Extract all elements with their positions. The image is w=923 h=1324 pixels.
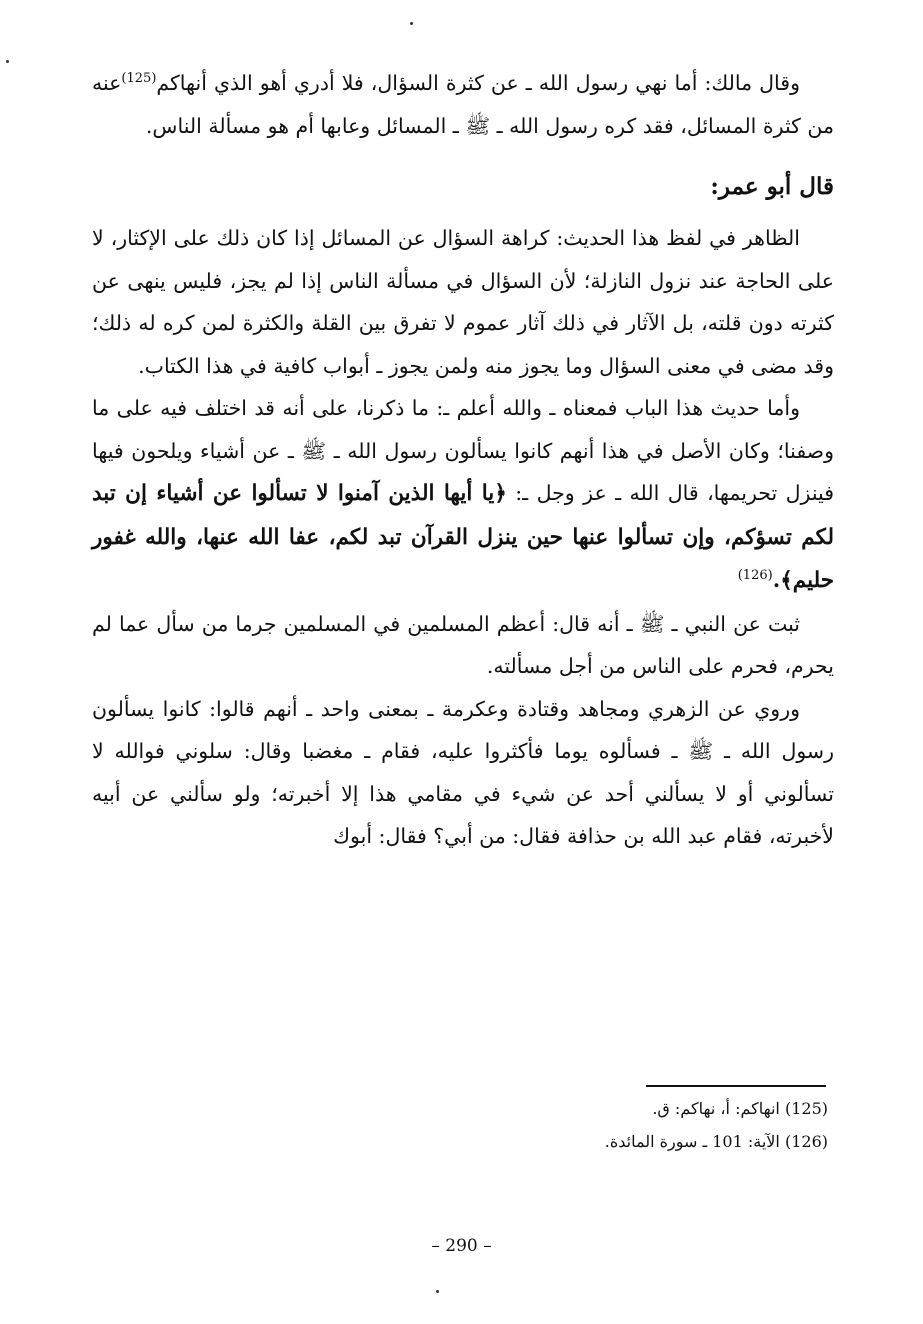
paragraph-zahir: الظاهر في لفظ هذا الحديث: كراهة السؤال عن المسائل إذا كان ذلك على الإكثار، لا على الحاجة عند نزول النازلة؛ لأن السؤال في مسألة الناس إذا لم يجز، فليس ينهى عن كثرته دون قلته، بل الآثار في ذلك آثار عموم لا تفرق بين القلة والكثرة لمن كره له ذلك؛ وقد مضى في معنى السؤال وما يجوز منه ولمن يجوز ـ أبواب كافية في هذا الكتاب. (92, 226, 834, 378)
paragraph-hadith-bab (92, 387, 834, 603)
paragraph-hadith-bab-text: وأما حديث هذا الباب فمعناه ـ والله أعلم ـ: ما ذكرنا، على أنه قد اختلف فيه على ما وصفنا؛ وكان الأصل في هذا أنهم كانوا يسألون رسول الله ـ ﷺ ـ عن أشياء ويلحون فيها فينزل تحريمها، قال الله ـ عز وجل ـ: (92, 396, 834, 505)
footnote-125: (125) انهاكم: أ، نهاكم: ق. (652, 1099, 828, 1118)
paragraph-thabata: ثبت عن النبي ـ ﷺ ـ أنه قال: أعظم المسلمين في المسلمين جرما من سأل عما لم يحرم، فحرم على الناس من أجل مسألته. (92, 611, 834, 678)
paragraph-malik-continued: عنه من كثرة المسائل، فقد كره رسول الله ـ ﷺ ـ المسائل وعابها أم هو مسألة الناس. (92, 71, 834, 138)
paragraph-malik (92, 62, 834, 147)
footnote-divider (646, 1085, 826, 1087)
scan-speck (436, 1290, 439, 1293)
page-number: – 290 – (431, 1236, 492, 1256)
scan-speck (410, 22, 413, 25)
footnote-126: (126) الآية: 101 ـ سورة المائدة. (604, 1132, 828, 1151)
section-heading: قال أبو عمر: (710, 173, 834, 200)
page-body (92, 62, 834, 858)
paragraph-malik-text: وقال مالك: أما نهي رسول الله ـ عن كثرة السؤال، فلا أدري أهو الذي أنهاكم (156, 71, 800, 95)
footnotes (92, 1092, 828, 1158)
paragraph-zuhri: وروي عن الزهري ومجاهد وقتادة وعكرمة ـ بمعنى واحد ـ أنهم قالوا: كانوا يسألون رسول الله ـ ﷺ ـ فسألوه يوما فأكثروا عليه، فقام ـ مغضبا وقال: سلوني فوالله لا تسألوني أو لا يسألني أحد عن شيء في مقامي هذا إلا أخبرته؛ ولو سألني عن أبيه لأخبرته، فقام عبد الله بن حذافة فقال: من أبي؟ فقال: أبوك (92, 696, 834, 848)
footnote-ref-125: (125) (121, 71, 157, 87)
footnote-ref-126: (126) (737, 568, 773, 584)
scan-speck (6, 60, 9, 63)
quran-verse: ﴿يا أيها الذين آمنوا لا تسألوا عن أشياء إن تبد لكم تسؤكم، وإن تسألوا عنها حين ينزل القرآن تبد لكم، عفا الله عنها، والله غفور حليم﴾. (92, 481, 834, 593)
